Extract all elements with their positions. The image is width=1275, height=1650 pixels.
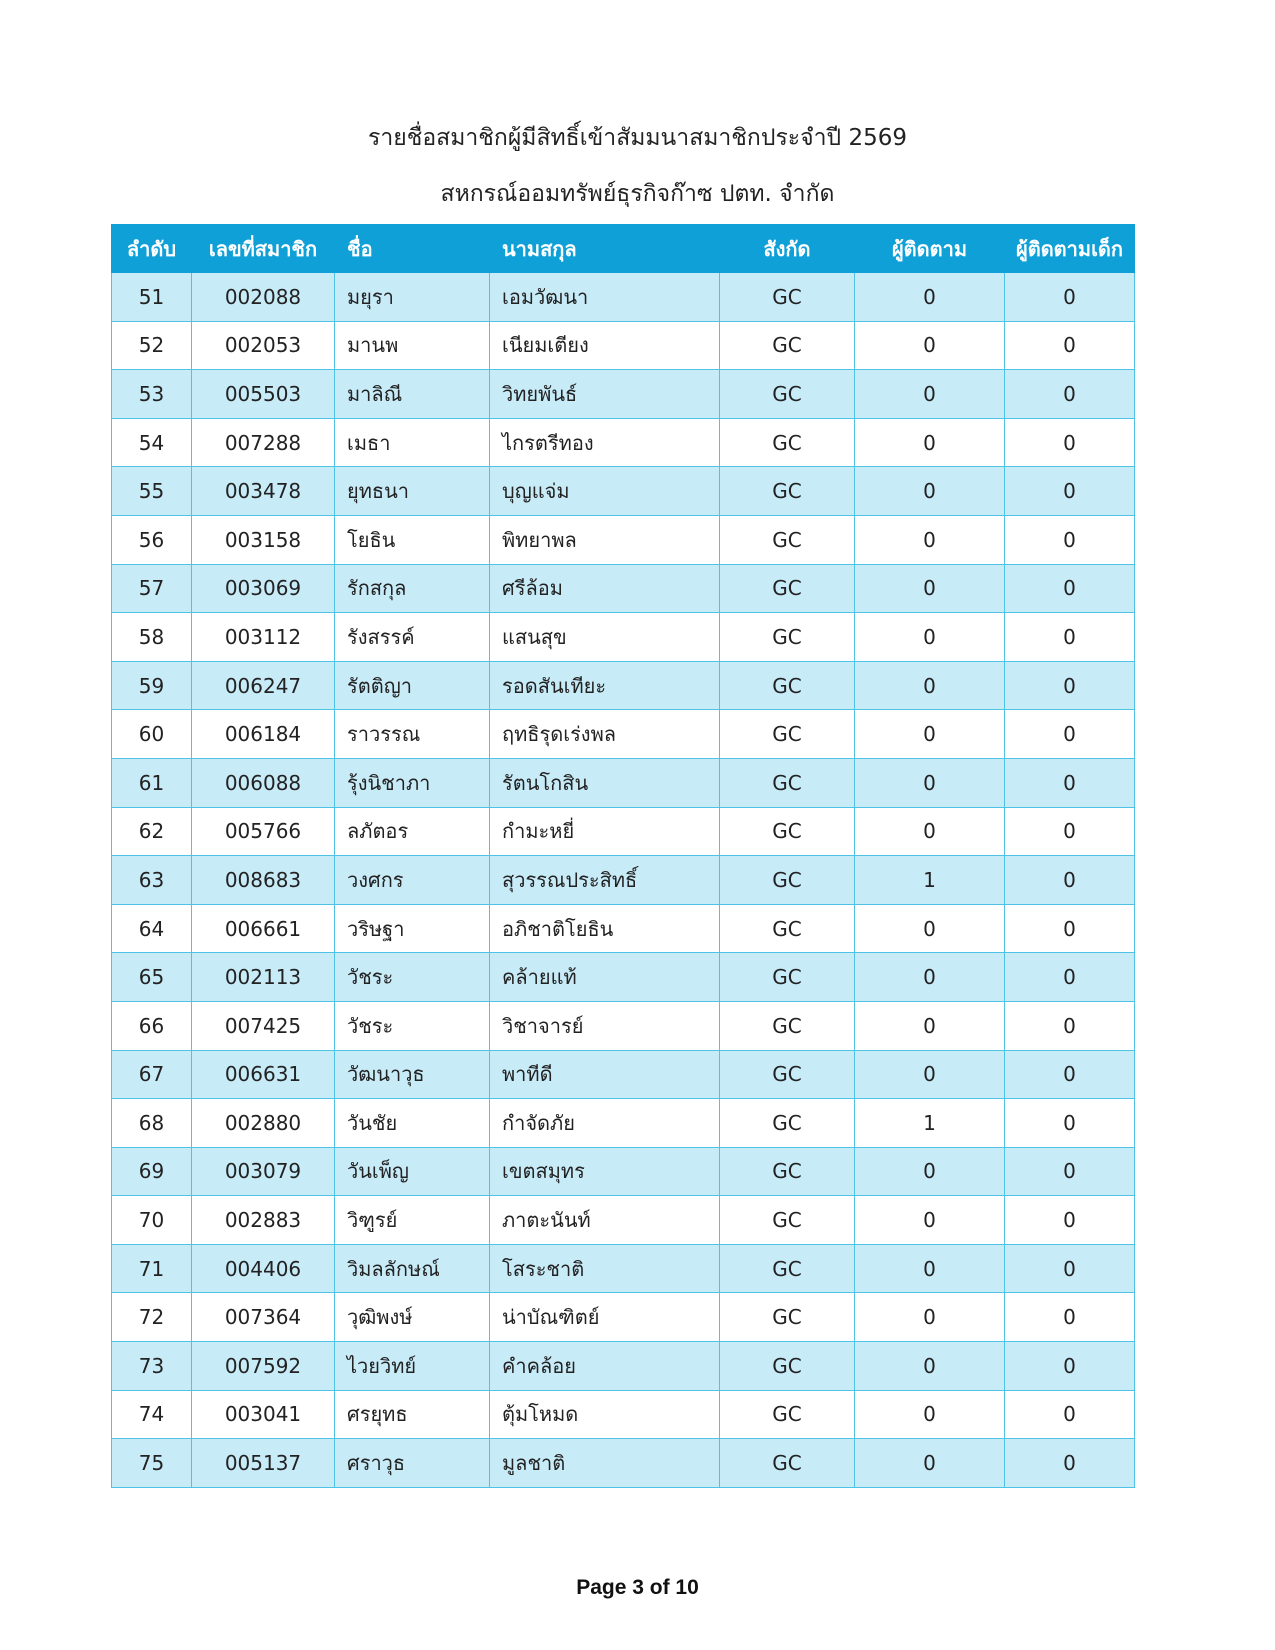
companion-cell: 0 [855,613,1005,662]
last-name-cell: ภาตะนันท์ [490,1196,720,1245]
first-name-cell: รุ้งนิชาภา [335,758,490,807]
last-name-cell: น่าบัณฑิตย์ [490,1293,720,1342]
companion-cell: 0 [855,1050,1005,1099]
order-cell: 59 [112,661,192,710]
member-id-cell: 007425 [192,1001,335,1050]
member-id-cell: 002113 [192,953,335,1002]
first-name-cell: วัชระ [335,953,490,1002]
member-id-cell: 006631 [192,1050,335,1099]
companion-cell: 0 [855,515,1005,564]
affiliation-cell: GC [720,515,855,564]
child-companion-cell: 0 [1005,904,1135,953]
companion-cell: 0 [855,1390,1005,1439]
order-cell: 61 [112,758,192,807]
child-companion-cell: 0 [1005,953,1135,1002]
table-row [112,1196,1135,1245]
companion-cell: 1 [855,856,1005,905]
companion-cell: 0 [855,467,1005,516]
last-name-cell: วิชาจารย์ [490,1001,720,1050]
member-id-cell: 003112 [192,613,335,662]
child-companion-cell: 0 [1005,1196,1135,1245]
last-name-cell: บุญแจ่ม [490,467,720,516]
companion-cell: 1 [855,1099,1005,1148]
first-name-cell: วัชระ [335,1001,490,1050]
first-name-cell: วันชัย [335,1099,490,1148]
affiliation-cell: GC [720,1293,855,1342]
header-member-id: เลขที่สมาชิก [192,225,335,273]
last-name-cell: คำคล้อย [490,1342,720,1391]
companion-cell: 0 [855,1196,1005,1245]
order-cell: 73 [112,1342,192,1391]
first-name-cell: วริษฐา [335,904,490,953]
table-row [112,856,1135,905]
first-name-cell: โยธิน [335,515,490,564]
first-name-cell: ยุทธนา [335,467,490,516]
child-companion-cell: 0 [1005,321,1135,370]
member-id-cell: 003478 [192,467,335,516]
companion-cell: 0 [855,1001,1005,1050]
table-row [112,418,1135,467]
order-cell: 54 [112,418,192,467]
first-name-cell: ศราวุธ [335,1439,490,1488]
table-row [112,515,1135,564]
last-name-cell: เอมวัฒนา [490,273,720,322]
affiliation-cell: GC [720,661,855,710]
first-name-cell: มาลิณี [335,370,490,419]
member-id-cell: 003069 [192,564,335,613]
table-row [112,467,1135,516]
header-order: ลำดับ [112,225,192,273]
table-row [112,321,1135,370]
affiliation-cell: GC [720,856,855,905]
order-cell: 58 [112,613,192,662]
affiliation-cell: GC [720,953,855,1002]
member-id-cell: 006184 [192,710,335,759]
last-name-cell: ตุ้มโหมด [490,1390,720,1439]
member-table [111,224,1135,1488]
affiliation-cell: GC [720,467,855,516]
last-name-cell: พิทยาพล [490,515,720,564]
last-name-cell: ฤทธิรุดเร่งพล [490,710,720,759]
table-row [112,710,1135,759]
member-id-cell: 006247 [192,661,335,710]
companion-cell: 0 [855,1147,1005,1196]
first-name-cell: ลภัตอร [335,807,490,856]
companion-cell: 0 [855,758,1005,807]
member-id-cell: 003158 [192,515,335,564]
order-cell: 56 [112,515,192,564]
last-name-cell: ไกรตรีทอง [490,418,720,467]
affiliation-cell: GC [720,1342,855,1391]
companion-cell: 0 [855,418,1005,467]
last-name-cell: สุวรรณประสิทธิ์ [490,856,720,905]
table-row [112,1050,1135,1099]
table-row [112,661,1135,710]
last-name-cell: มูลชาติ [490,1439,720,1488]
table-row [112,1439,1135,1488]
companion-cell: 0 [855,564,1005,613]
table-row [112,1390,1135,1439]
member-id-cell: 002880 [192,1099,335,1148]
table-row [112,1244,1135,1293]
first-name-cell: วัฒนาวุธ [335,1050,490,1099]
order-cell: 71 [112,1244,192,1293]
last-name-cell: พาทีดี [490,1050,720,1099]
affiliation-cell: GC [720,1050,855,1099]
table-header-row [112,225,1135,273]
companion-cell: 0 [855,710,1005,759]
last-name-cell: ศรีล้อม [490,564,720,613]
order-cell: 51 [112,273,192,322]
companion-cell: 0 [855,370,1005,419]
member-id-cell: 002088 [192,273,335,322]
table-row [112,1342,1135,1391]
child-companion-cell: 0 [1005,370,1135,419]
first-name-cell: รัตติญา [335,661,490,710]
affiliation-cell: GC [720,1196,855,1245]
table-row [112,953,1135,1002]
last-name-cell: วิทยพันธ์ [490,370,720,419]
table-row [112,370,1135,419]
header-child-companion: ผู้ติดตามเด็ก [1005,225,1135,273]
order-cell: 69 [112,1147,192,1196]
order-cell: 67 [112,1050,192,1099]
last-name-cell: รอดสันเทียะ [490,661,720,710]
header-affiliation: สังกัด [720,225,855,273]
child-companion-cell: 0 [1005,1342,1135,1391]
last-name-cell: อภิชาติโยธิน [490,904,720,953]
member-id-cell: 005503 [192,370,335,419]
companion-cell: 0 [855,904,1005,953]
companion-cell: 0 [855,273,1005,322]
member-id-cell: 003079 [192,1147,335,1196]
page-title: รายชื่อสมาชิกผู้มีสิทธิ์เข้าสัมมนาสมาชิกประจำปี 2569 [368,125,907,151]
order-cell: 72 [112,1293,192,1342]
header-last-name: นามสกุล [490,225,720,273]
child-companion-cell: 0 [1005,1439,1135,1488]
companion-cell: 0 [855,953,1005,1002]
last-name-cell: โสระชาติ [490,1244,720,1293]
affiliation-cell: GC [720,321,855,370]
affiliation-cell: GC [720,418,855,467]
table-row [112,1001,1135,1050]
header-companion: ผู้ติดตาม [855,225,1005,273]
affiliation-cell: GC [720,758,855,807]
affiliation-cell: GC [720,710,855,759]
member-id-cell: 004406 [192,1244,335,1293]
child-companion-cell: 0 [1005,1147,1135,1196]
order-cell: 62 [112,807,192,856]
companion-cell: 0 [855,1342,1005,1391]
member-id-cell: 008683 [192,856,335,905]
table-body [112,273,1135,1488]
affiliation-cell: GC [720,904,855,953]
member-id-cell: 007364 [192,1293,335,1342]
first-name-cell: ไวยวิทย์ [335,1342,490,1391]
affiliation-cell: GC [720,1244,855,1293]
member-id-cell: 006661 [192,904,335,953]
first-name-cell: วิฑูรย์ [335,1196,490,1245]
companion-cell: 0 [855,1244,1005,1293]
first-name-cell: วงศกร [335,856,490,905]
order-cell: 75 [112,1439,192,1488]
first-name-cell: มยุรา [335,273,490,322]
child-companion-cell: 0 [1005,418,1135,467]
order-cell: 60 [112,710,192,759]
last-name-cell: กำมะหยี่ [490,807,720,856]
first-name-cell: มานพ [335,321,490,370]
table-row [112,273,1135,322]
affiliation-cell: GC [720,1001,855,1050]
table-row [112,1147,1135,1196]
last-name-cell: เขตสมุทร [490,1147,720,1196]
first-name-cell: เมธา [335,418,490,467]
table-row [112,613,1135,662]
first-name-cell: วันเพ็ญ [335,1147,490,1196]
companion-cell: 0 [855,321,1005,370]
member-id-cell: 005137 [192,1439,335,1488]
child-companion-cell: 0 [1005,613,1135,662]
child-companion-cell: 0 [1005,515,1135,564]
affiliation-cell: GC [720,564,855,613]
order-cell: 52 [112,321,192,370]
child-companion-cell: 0 [1005,1293,1135,1342]
table-row [112,904,1135,953]
first-name-cell: ศรยุทธ [335,1390,490,1439]
table-row [112,1099,1135,1148]
member-id-cell: 007288 [192,418,335,467]
last-name-cell: เนียมเตียง [490,321,720,370]
first-name-cell: วิมลลักษณ์ [335,1244,490,1293]
child-companion-cell: 0 [1005,807,1135,856]
child-companion-cell: 0 [1005,1390,1135,1439]
companion-cell: 0 [855,1293,1005,1342]
child-companion-cell: 0 [1005,273,1135,322]
last-name-cell: รัตนโกสิน [490,758,720,807]
first-name-cell: รักสกุล [335,564,490,613]
member-id-cell: 003041 [192,1390,335,1439]
affiliation-cell: GC [720,613,855,662]
companion-cell: 0 [855,1439,1005,1488]
order-cell: 55 [112,467,192,516]
companion-cell: 0 [855,807,1005,856]
last-name-cell: คล้ายแท้ [490,953,720,1002]
member-id-cell: 006088 [192,758,335,807]
order-cell: 64 [112,904,192,953]
order-cell: 63 [112,856,192,905]
child-companion-cell: 0 [1005,564,1135,613]
member-id-cell: 005766 [192,807,335,856]
affiliation-cell: GC [720,1099,855,1148]
affiliation-cell: GC [720,370,855,419]
order-cell: 65 [112,953,192,1002]
affiliation-cell: GC [720,807,855,856]
member-id-cell: 002053 [192,321,335,370]
affiliation-cell: GC [720,1147,855,1196]
affiliation-cell: GC [720,1390,855,1439]
order-cell: 53 [112,370,192,419]
child-companion-cell: 0 [1005,1099,1135,1148]
table-row [112,1293,1135,1342]
affiliation-cell: GC [720,273,855,322]
last-name-cell: กำจัดภัย [490,1099,720,1148]
child-companion-cell: 0 [1005,467,1135,516]
table-row [112,564,1135,613]
page-subtitle: สหกรณ์ออมทรัพย์ธุรกิจก๊าซ ปตท. จำกัด [440,181,835,207]
child-companion-cell: 0 [1005,1001,1135,1050]
child-companion-cell: 0 [1005,758,1135,807]
header-first-name: ชื่อ [335,225,490,273]
companion-cell: 0 [855,661,1005,710]
child-companion-cell: 0 [1005,856,1135,905]
child-companion-cell: 0 [1005,1244,1135,1293]
table-row [112,758,1135,807]
affiliation-cell: GC [720,1439,855,1488]
first-name-cell: วุฒิพงษ์ [335,1293,490,1342]
member-id-cell: 007592 [192,1342,335,1391]
order-cell: 66 [112,1001,192,1050]
child-companion-cell: 0 [1005,661,1135,710]
child-companion-cell: 0 [1005,710,1135,759]
first-name-cell: รังสรรค์ [335,613,490,662]
order-cell: 74 [112,1390,192,1439]
last-name-cell: แสนสุข [490,613,720,662]
first-name-cell: ราวรรณ [335,710,490,759]
child-companion-cell: 0 [1005,1050,1135,1099]
order-cell: 70 [112,1196,192,1245]
page-footer: Page 3 of 10 [576,1576,699,1599]
order-cell: 57 [112,564,192,613]
member-id-cell: 002883 [192,1196,335,1245]
table-row [112,807,1135,856]
order-cell: 68 [112,1099,192,1148]
